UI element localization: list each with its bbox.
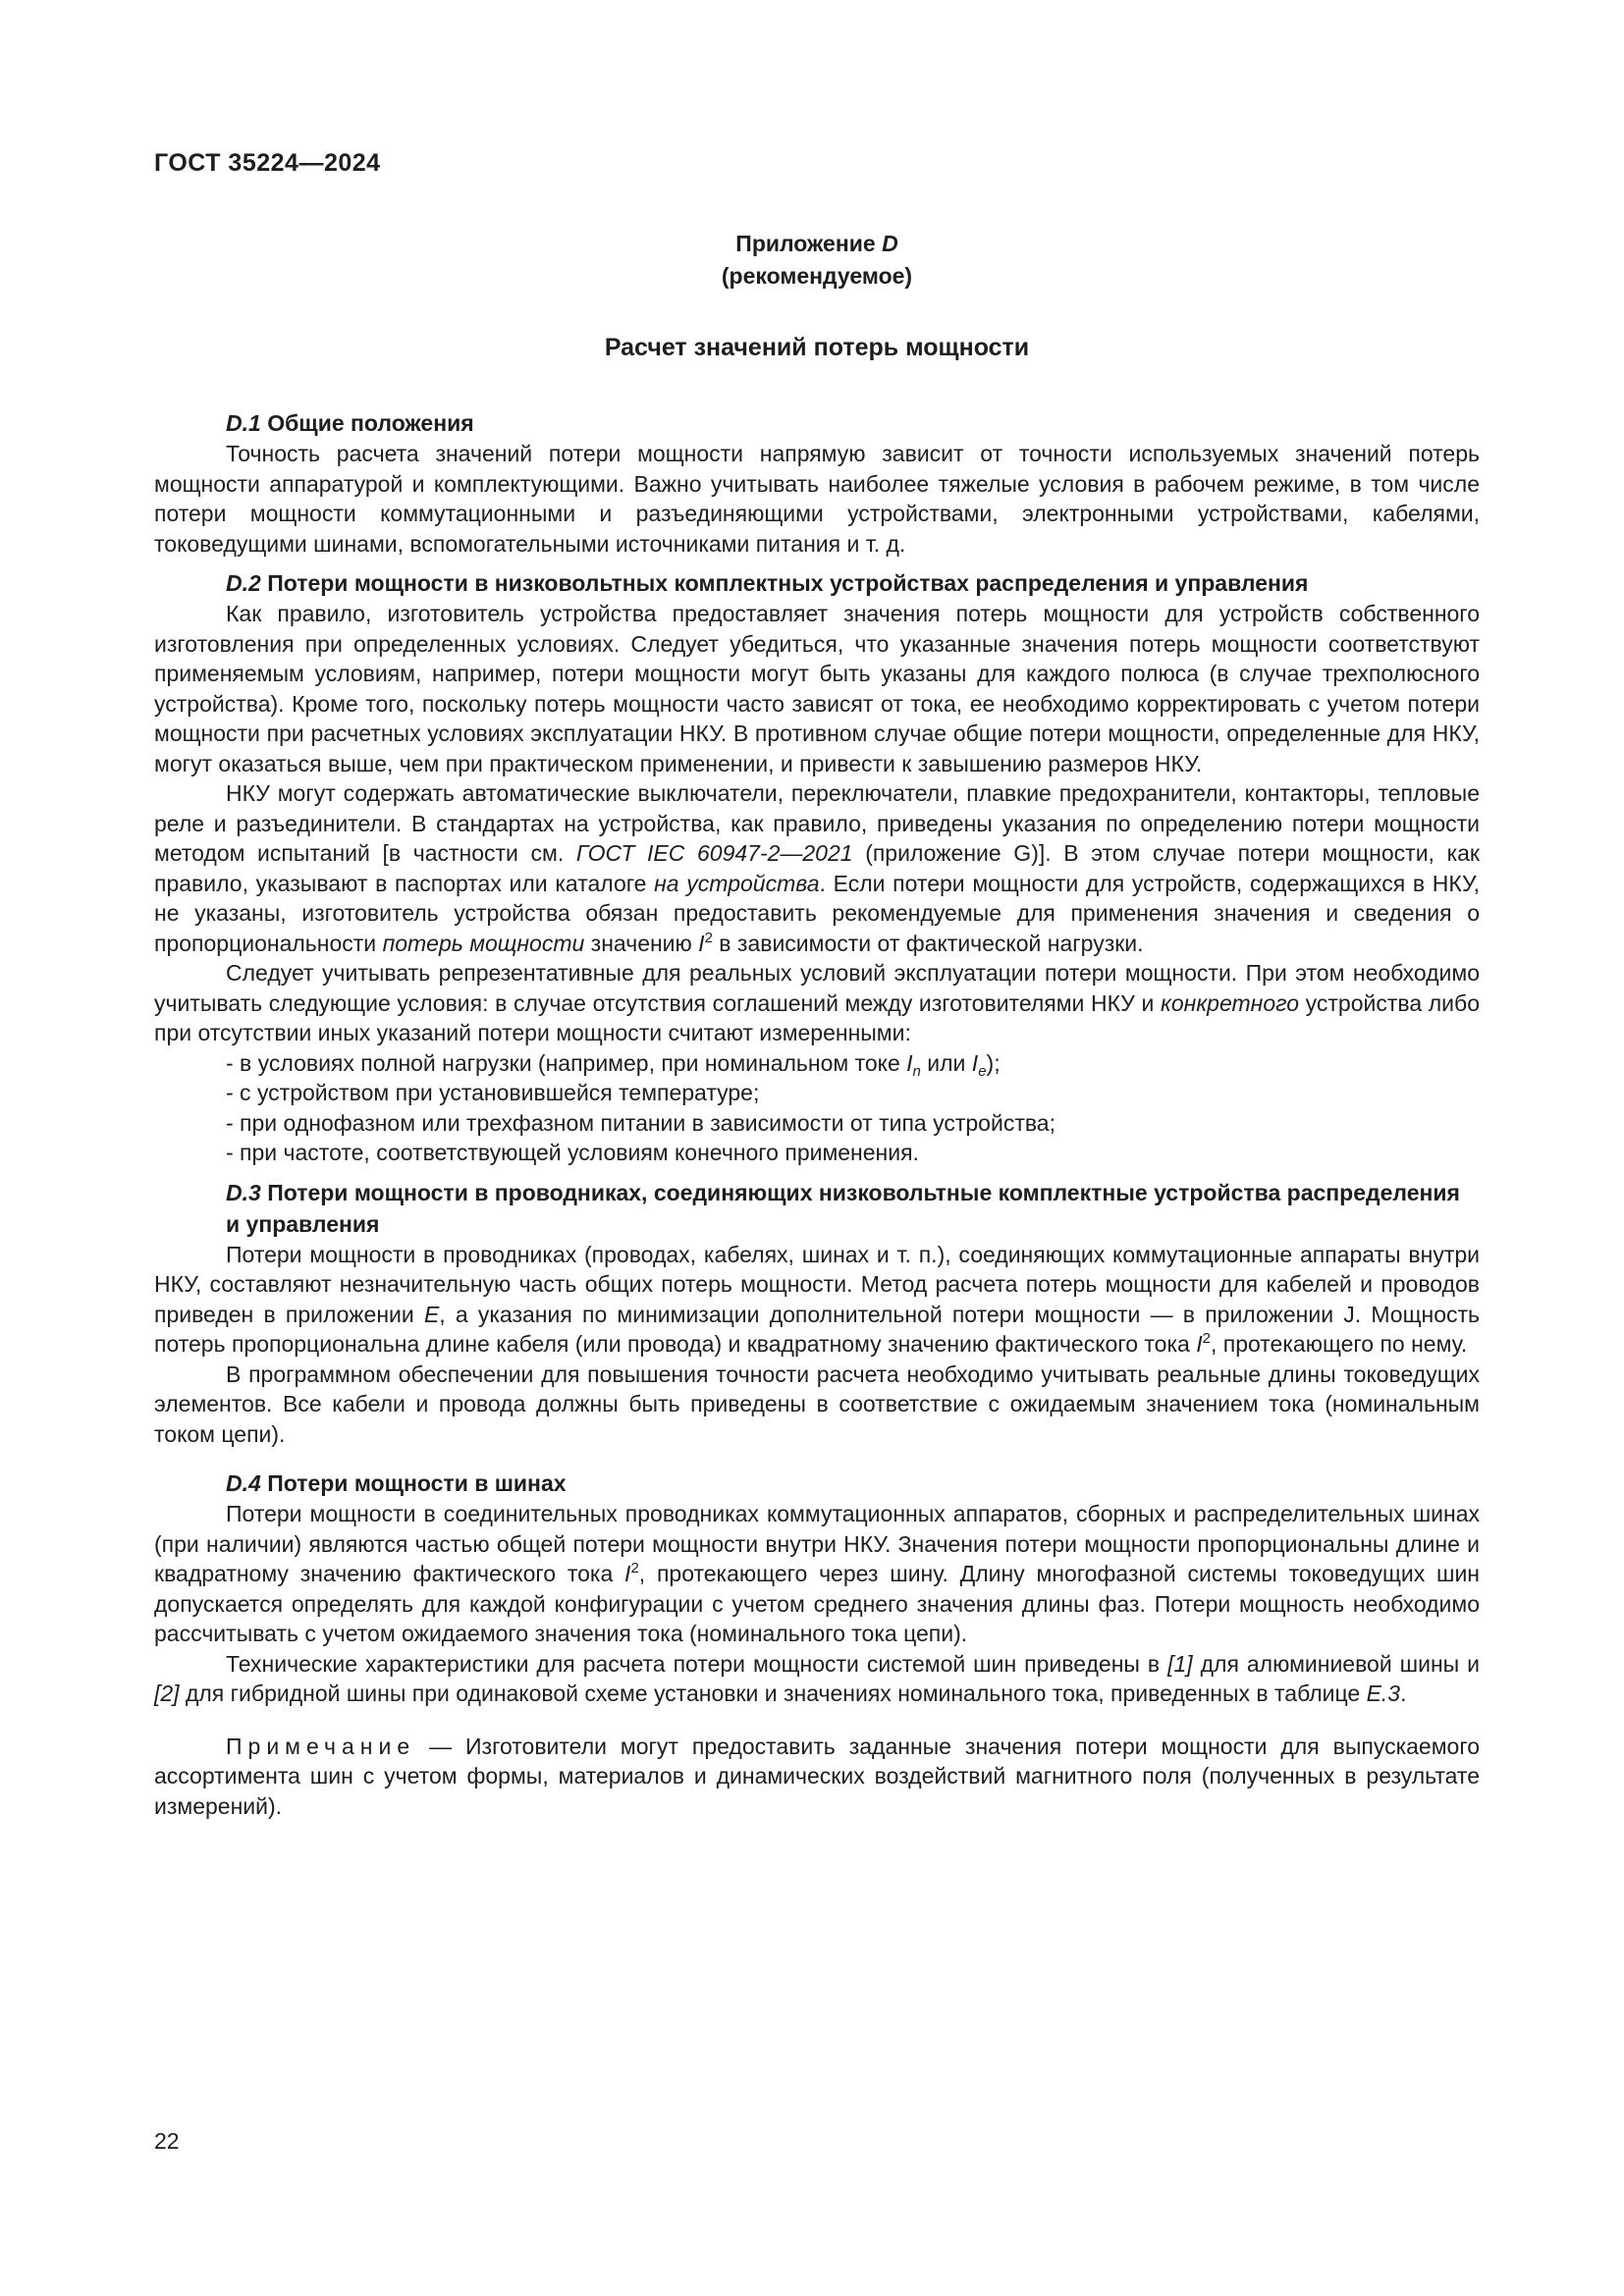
annex-title: Приложение D xyxy=(735,231,898,256)
document-body xyxy=(154,228,1480,1821)
section-d2-paragraph-2: НКУ могут содержать автоматические выключатели, переключатели, плавкие предохранители, контакторы, тепловые реле и разъединители. В стандартах на устройства, как правило, приведены указания по определению потери мощности методом испытаний [в частности см. ГОСТ IEC 60947-2—2021 (приложение G)]. В этом случае потери мощности, как правило, указывают в паспортах или каталоге на устройства. Если потери мощности для устройств, содержащихся в НКУ, не указаны, изготовитель устройства обязан предоставить рекомендуемые для применения значения и сведения о пропорциональности потерь мощности значению $I^2$ в зависимости от фактической нагрузки. xyxy=(154,780,1481,956)
section-d3-paragraph-1: Потери мощности в проводниках (проводах, кабелях, шинах и т. п.), соединяющих коммутационные аппараты внутри НКУ, составляют незначительную часть общих потерь мощности. Метод расчета потерь мощности для кабелей и проводов приведен в приложении E, а указания по минимизации дополнительной потери мощности — в приложении J. Мощность потерь пропорциональна длине кабеля (или провода) и квадратному значению фактического тока $I^2$, протекающего по нему. xyxy=(154,1241,1480,1357)
list-item: - с устройством при установившейся температуре; xyxy=(226,1080,760,1105)
section-d4-paragraph-2: Технические характеристики для расчета потери мощности системой шин приведены в [1] для алюминиевой шины и [2] для гибридной шины при одинаковой схеме установки и значениях номинального тока, приведенных в таблице E.3. xyxy=(154,1650,1480,1706)
note-label: Примечание xyxy=(226,1733,416,1759)
annex-heading xyxy=(154,228,1480,363)
section-d2-heading: D.2 Потери мощности в низковольтных комплектных устройствах распределения и управления xyxy=(226,570,1309,596)
note: Примечание — Изготовители могут предоставить заданные значения потери мощности для выпускаемого ассортимента шин с учетом формы, материалов и динамических воздействий магнитного поля (полученных в результате измерений). xyxy=(154,1733,1480,1819)
section-d4-paragraph-1: Потери мощности в соединительных проводниках коммутационных аппаратов, сборных и распределительных шинах (при наличии) являются частью общей потери мощности внутри НКУ. Значения потери мощности пропорциональны длине и квадратному значению фактического тока $I^2$, протекающего через шину. Длину многофазной системы токоведущих шин допускается определять для каждой конфигурации с учетом среднего значения длины фаз. Потери мощность необходимо рассчитывать с учетом ожидаемого значения тока (номинального тока цепи). xyxy=(154,1501,1480,1646)
list-item: - в условиях полной нагрузки (например, при номинальном токе $I_n$ или $I_e$); xyxy=(226,1049,1001,1080)
section-d2-paragraph-3: Следует учитывать репрезентативные для реальных условий эксплуатации потери мощности. При этом необходимо учитывать следующие условия: в случае отсутствия соглашений между изготовителями НКУ и конкретного устройства либо при отсутствии иных указаний потери мощности считают измеренными: xyxy=(154,960,1480,1045)
section-d4-heading: D.4 Потери мощности в шинах xyxy=(226,1470,567,1496)
section-d2-paragraph-1: Как правило, изготовитель устройства предоставляет значения потерь мощности для устройств собственного изготовления при определенных условиях. Следует убедиться, что указанные значения потерь мощности соответствуют применяемым условиям, например, потери мощности могут быть указаны для каждого полюса (в случае трехполюсного устройства). Кроме того, поскольку потерь мощности часто зависят от тока, ее необходимо корректировать с учетом потери мощности при расчетных условиях эксплуатации НКУ. В противном случае общие потери мощности, определенные для НКУ, могут оказаться выше, чем при практическом применении, и привести к завышению размеров НКУ. xyxy=(154,601,1480,776)
annex-status: (рекомендуемое) xyxy=(721,263,913,289)
page-number: 22 xyxy=(154,2128,180,2154)
standard-number: ГОСТ 35224—2024 xyxy=(154,149,381,177)
section-d1-paragraph: Точность расчета значений потери мощности напрямую зависит от точности используемых значений потерь мощности аппаратурой и комплектующими. Важно учитывать наиболее тяжелые условия в рабочем режиме, в том числе потери мощности коммутационными и разъединяющими устройствами, электронными устройствами, кабелями, токоведущими шинами, вспомогательными источниками питания и т. д. xyxy=(154,441,1480,557)
list-item: - при однофазном или трехфазном питании в зависимости от типа устройства; xyxy=(226,1109,1056,1136)
section-d1-heading: D.1 Общие положения xyxy=(226,410,474,436)
annex-name: Расчет значений потерь мощности xyxy=(604,334,1030,361)
list-item: - при частоте, соответствующей условиям конечного применения. xyxy=(226,1140,919,1165)
section-d3-paragraph-2: В программном обеспечении для повышения точности расчета необходимо учитывать реальные длины токоведущих элементов. Все кабели и провода должны быть приведены в соответствие с ожидаемым значением тока (номинальным током цепи). xyxy=(154,1361,1480,1447)
gost-reference: ГОСТ IEC 60947-2—2021 xyxy=(575,840,853,866)
section-d3-heading: D.3 Потери мощности в проводниках, соединяющих низковольтные комплектные устройства распределения и управления xyxy=(226,1179,1460,1237)
